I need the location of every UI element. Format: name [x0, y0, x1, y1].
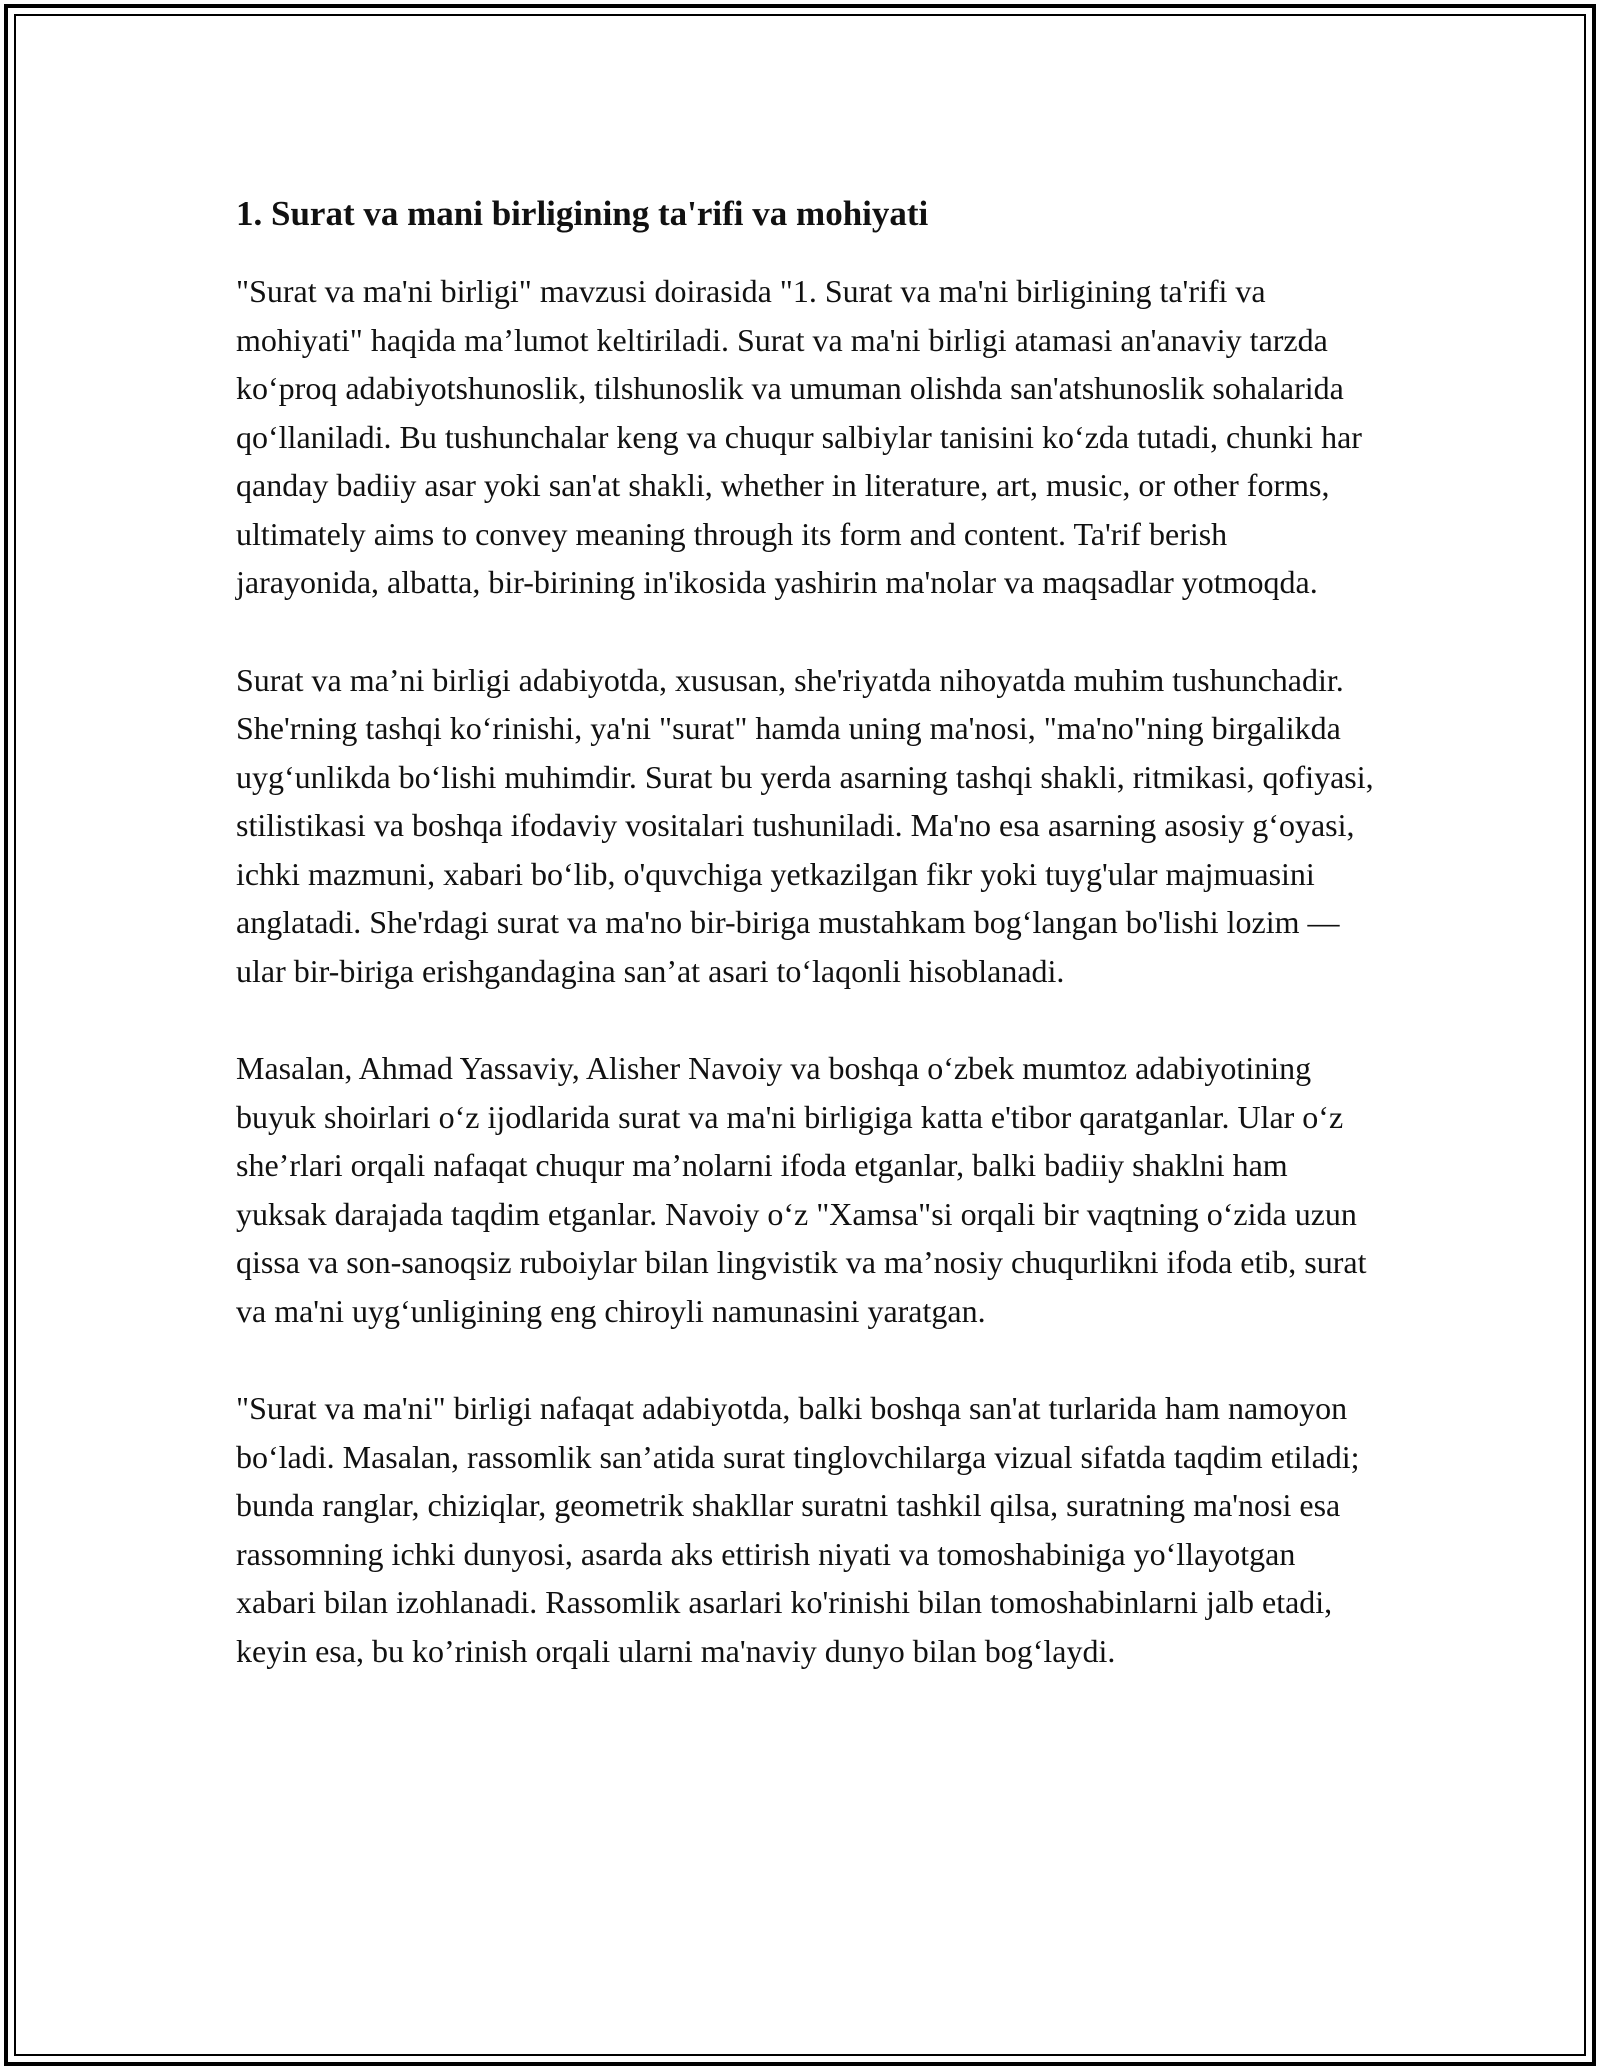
paragraph-other-arts: "Surat va ma'ni" birligi nafaqat adabiyotda, balki boshqa san'at turlarida ham namoyon bo‘ladi. Masalan, rassomlik san’atida surat tinglovchilarga vizual sifatda taqdim etiladi; bunda ranglar, chiziqlar, geometrik shakllar suratni tashkil qilsa, suratning ma'nosi esa rassomning ichki dunyosi, asarda aks ettirish niyati va tomoshabiniga yo‘llayotgan xabari bilan izohlanadi. Rassomlik asarlari ko'rinishi bilan tomoshabinlarni jalb etadi, keyin esa, bu ko’rinish orqali ularni ma'naviy dunyo bilan bog‘laydi.	[236, 1390, 1360, 1669]
paragraph-poetry: Surat va ma’ni birligi adabiyotda, xususan, she'riyatda nihoyatda muhim tushunchadir. She'rning tashqi ko‘rinishi, ya'ni "surat" hamda uning ma'nosi, "ma'no"ning birgalikda uyg‘unlikda bo‘lishi muhimdir. Surat bu yerda asarning tashqi shakli, ritmikasi, qofiyasi, stilistikasi va boshqa ifodaviy vositalari tushuniladi. Ma'no esa asarning asosiy g‘oyasi, ichki mazmuni, xabari bo‘lib, o'quvchiga yetkazilgan fikr yoki tuyg'ular majmuasini anglatadi. She'rdagi surat va ma'no bir-biriga mustahkam bog‘langan bo'lishi lozim — ular bir-biriga erishgandagina san’at asari to‘laqonli hisoblanadi.	[236, 661, 1374, 989]
paragraph-classic-poets: Masalan, Ahmad Yassaviy, Alisher Navoiy va boshqa o‘zbek mumtoz adabiyotining buyuk shoirlari o‘z ijodlarida surat va ma'ni birligiga katta e'tibor qaratganlar. Ular o‘z she’rlari orqali nafaqat chuqur ma’nolarni ifoda etganlar, balki badiiy shaklni ham yuksak darajada taqdim etganlar. Navoiy o‘z "Xamsa"si orqali bir vaqtning o‘zida uzun qissa va son-sanoqsiz ruboiylar bilan lingvistik va ma’nosiy chuqurlikni ifoda etib, surat va ma'ni uyg‘unligining eng chiroyli namunasini yaratgan.	[236, 1050, 1367, 1329]
paragraph-definition: "Surat va ma'ni birligi" mavzusi doirasida "1. Surat va ma'ni birligining ta'rifi va mohiyati" haqida ma’lumot keltiriladi. Surat va ma'ni birligi atamasi an'anaviy tarzda ko‘proq adabiyotshunoslik, tilshunoslik va umuman olishda san'atshunoslik sohalarida qo‘llaniladi. Bu tushunchalar keng va chuqur salbiylar tanisini ko‘zda tutadi, chunki har qanday badiiy asar yoki san'at shakli, whether in literature, art, music, or other forms, ultimately aims to convey meaning through its form and content. Ta'rif berish jarayonida, albatta, bir-birining in'ikosida yashirin ma'nolar va maqsadlar yotmoqda.	[236, 273, 1362, 600]
document-body	[236, 188, 1376, 1724]
section-heading: 1. Surat va mani birligining ta'rifi va mohiyati	[236, 194, 929, 233]
